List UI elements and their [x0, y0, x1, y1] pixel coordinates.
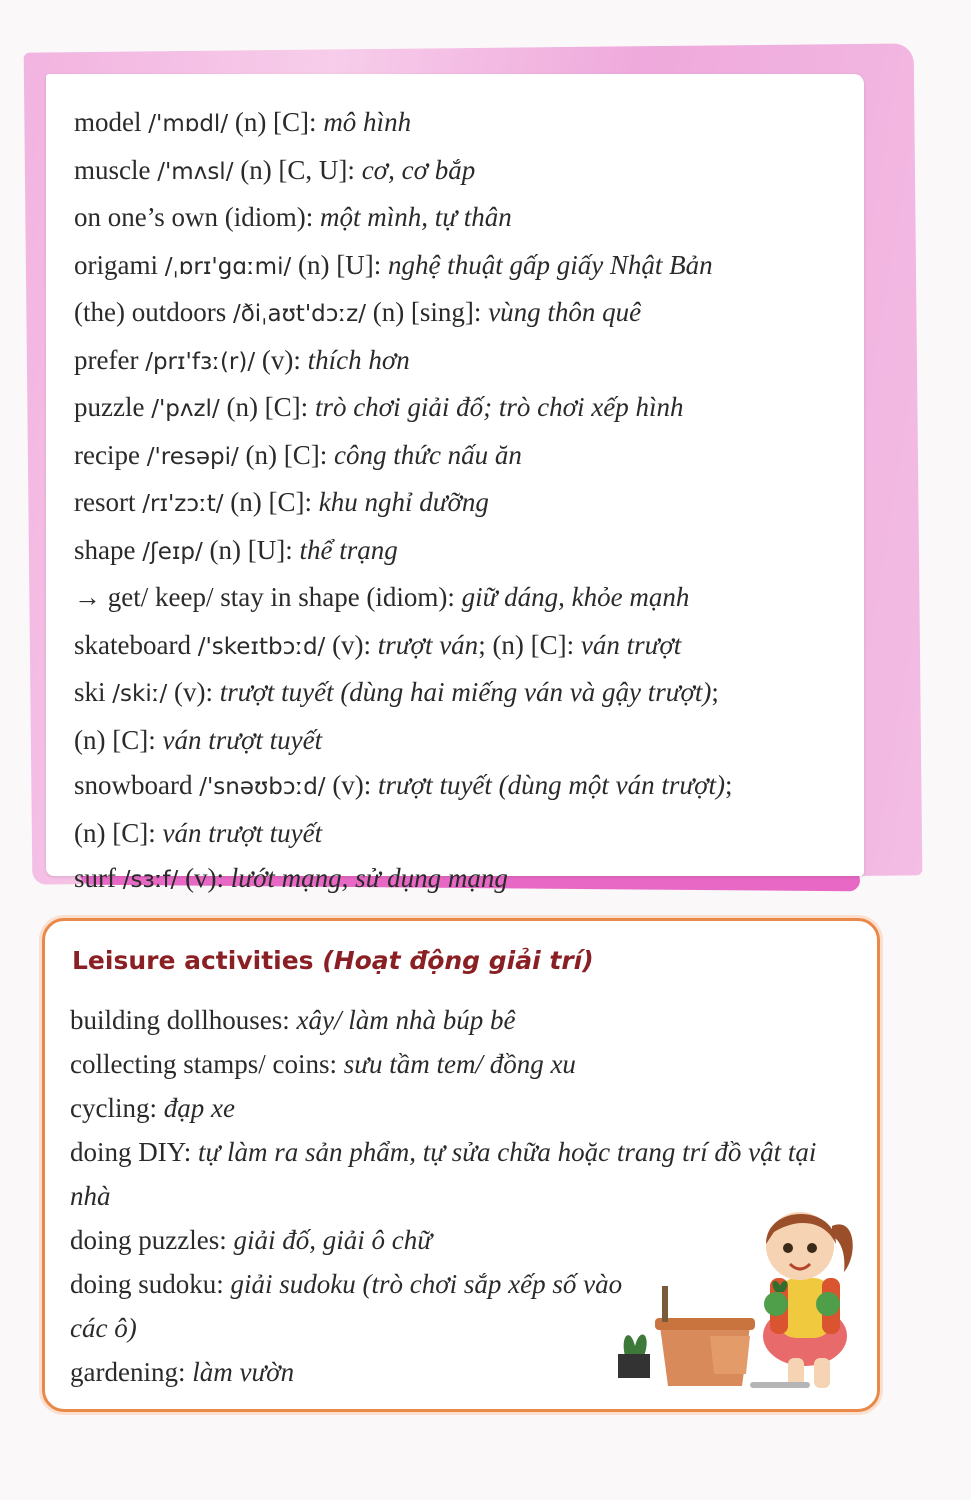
vocab-entry-prefer — [74, 338, 864, 386]
grammar-info: (n) [sing]: — [365, 297, 489, 327]
vocab-entry-skateboard — [74, 623, 864, 671]
term: skateboard — [74, 629, 198, 660]
term: building dollhouses: — [70, 1005, 297, 1035]
ipa: /sɜːf/ — [122, 867, 179, 893]
grammar-info: (n) [C, U]: — [233, 154, 362, 185]
vocab-entry-surf — [74, 856, 864, 904]
ipa: /'mɒdl/ — [148, 111, 229, 137]
term: gardening: — [70, 1357, 193, 1387]
term: ski — [74, 677, 113, 707]
trowel-icon — [662, 1286, 668, 1322]
vocab-entry-origami — [74, 243, 864, 291]
girl-eye-right — [807, 1243, 817, 1253]
translation: thích hơn — [307, 344, 410, 375]
term: surf — [74, 863, 123, 893]
grammar-info: (n) [C]: — [228, 107, 324, 137]
tool-rake-icon — [750, 1382, 810, 1388]
grammar-info-2: ; — [725, 770, 733, 800]
vocab-entry-snowboard-noun — [74, 811, 864, 857]
grammar-info: (n) [C]: — [219, 392, 315, 422]
glove-right-icon — [816, 1292, 840, 1316]
vocab-entry-outdoors — [74, 290, 864, 338]
translation: làm vườn — [192, 1357, 295, 1387]
heading-english: Leisure activities — [72, 946, 323, 975]
vocab-entry-muscle — [74, 148, 864, 196]
grammar-info: (v): — [167, 677, 220, 707]
translation: trượt tuyết (dùng hai miếng ván và gậy trượt) — [219, 677, 712, 707]
translation: khu nghỉ dưỡng — [318, 487, 489, 517]
term: (n) [C]: — [74, 724, 163, 755]
girl-ponytail — [832, 1224, 853, 1272]
translation: thể trạng — [299, 534, 398, 565]
flower-pot-rim — [655, 1318, 755, 1330]
leisure-item-cycling — [70, 1086, 870, 1130]
heading-translation: (Hoạt động giải trí) — [322, 946, 594, 975]
term: prefer — [74, 344, 146, 375]
translation: ván trượt tuyết — [162, 817, 323, 848]
term: snowboard — [74, 770, 200, 800]
term: doing DIY: — [70, 1137, 199, 1167]
leisure-heading — [72, 946, 594, 975]
term: puzzle — [74, 392, 152, 422]
grammar-info: (v): — [325, 770, 379, 800]
ipa: /'skeɪtbɔːd/ — [197, 633, 326, 660]
ipa: /'snəʊbɔːd/ — [199, 774, 326, 800]
translation: xây/ làm nhà búp bê — [296, 1005, 516, 1035]
grammar-info-2: ; (n) [C]: — [478, 629, 581, 660]
term: doing puzzles: — [70, 1225, 234, 1255]
grammar-info: (n) [C]: — [223, 487, 319, 517]
vocab-entry-resort — [74, 480, 864, 528]
translation: ván trượt tuyết — [162, 724, 323, 755]
grammar-info: (n) [U]: — [291, 249, 388, 280]
translation: trượt ván — [377, 629, 479, 660]
leisure-item-doing-sudoku — [70, 1262, 630, 1350]
leisure-item-collecting — [70, 1042, 870, 1086]
vocab-entry-ski-noun — [74, 718, 864, 764]
translation-2: ván trượt — [580, 629, 682, 660]
girl-leg-right — [814, 1358, 830, 1388]
term: origami — [74, 249, 165, 280]
term: on one’s own (idiom): — [74, 202, 320, 232]
term: → get/ keep/ stay in shape (idiom): — [74, 582, 462, 612]
translation: tự làm ra sản phẩm, tự sửa chữa hoặc trang trí đồ vật tại nhà — [70, 1137, 817, 1211]
ipa: /'mʌsl/ — [157, 158, 234, 185]
grammar-info: (v): — [325, 629, 378, 660]
leisure-item-building-dollhouses — [70, 998, 870, 1042]
translation: một mình, tự thân — [319, 202, 512, 232]
vocab-entry-recipe — [74, 433, 864, 481]
term: doing sudoku: — [70, 1269, 231, 1299]
term: model — [74, 107, 149, 137]
translation: lướt mạng, sử dụng mạng — [230, 863, 508, 893]
translation: công thức nấu ăn — [333, 439, 522, 470]
translation: giải đố, giải ô chữ — [233, 1225, 432, 1255]
term: collecting stamps/ coins: — [70, 1049, 344, 1079]
vocab-entry-ski — [74, 670, 864, 718]
ipa: /prɪ'fɜː(r)/ — [145, 348, 256, 375]
girl-eye-left — [783, 1243, 793, 1253]
term: (n) [C]: — [74, 817, 163, 848]
grammar-info: (v): — [255, 344, 308, 375]
term: shape — [74, 534, 143, 565]
ipa: /skiː/ — [112, 681, 168, 707]
vocab-entry-snowboard — [74, 763, 864, 811]
term: recipe — [74, 439, 147, 470]
grammar-info: (n) [U]: — [202, 534, 300, 565]
flower-pot-small — [710, 1336, 750, 1374]
translation: giữ dáng, khỏe mạnh — [461, 582, 690, 612]
translation: nghệ thuật gấp giấy Nhật Bản — [387, 249, 713, 280]
glove-icon — [764, 1292, 788, 1316]
vocab-entry-model — [74, 100, 864, 148]
vocabulary-list — [74, 100, 864, 904]
term: cycling: — [70, 1093, 164, 1123]
vocab-entry-in-shape-idiom — [74, 575, 864, 623]
term: muscle — [74, 154, 158, 185]
ipa: /'pʌzl/ — [151, 396, 220, 422]
vocab-entry-shape — [74, 528, 864, 576]
term: (the) outdoors — [74, 297, 233, 327]
ipa: /ðiˌaʊt'dɔːz/ — [232, 301, 366, 327]
ipa: /'resəpi/ — [146, 443, 239, 470]
translation: cơ, cơ bắp — [361, 154, 476, 185]
vocab-entry-puzzle — [74, 385, 864, 433]
ipa: /rɪ'zɔːt/ — [142, 491, 224, 517]
gardening-girl-illustration — [600, 1186, 860, 1396]
translation: trượt tuyết (dùng một ván trượt) — [378, 770, 726, 800]
vocab-entry-on-ones-own — [74, 195, 864, 243]
translation: giải sudoku (trò chơi sắp xếp số vào các ô) — [70, 1269, 623, 1343]
translation: sưu tầm tem/ đồng xu — [343, 1049, 576, 1079]
translation: vùng thôn quê — [488, 297, 642, 327]
grammar-info: (v): — [178, 863, 231, 893]
seedling-pot — [618, 1354, 650, 1378]
term: resort — [74, 487, 143, 517]
translation: đạp xe — [163, 1093, 235, 1123]
grammar-info-2: ; — [711, 677, 719, 707]
plant-left — [624, 1335, 647, 1356]
ipa: /ˌɒrɪ'gɑːmi/ — [164, 253, 292, 280]
grammar-info: (n) [C]: — [238, 439, 334, 470]
ipa: /ʃeɪp/ — [142, 538, 203, 565]
translation: mô hình — [323, 107, 412, 137]
translation: trò chơi giải đố; trò chơi xếp hình — [314, 392, 684, 422]
